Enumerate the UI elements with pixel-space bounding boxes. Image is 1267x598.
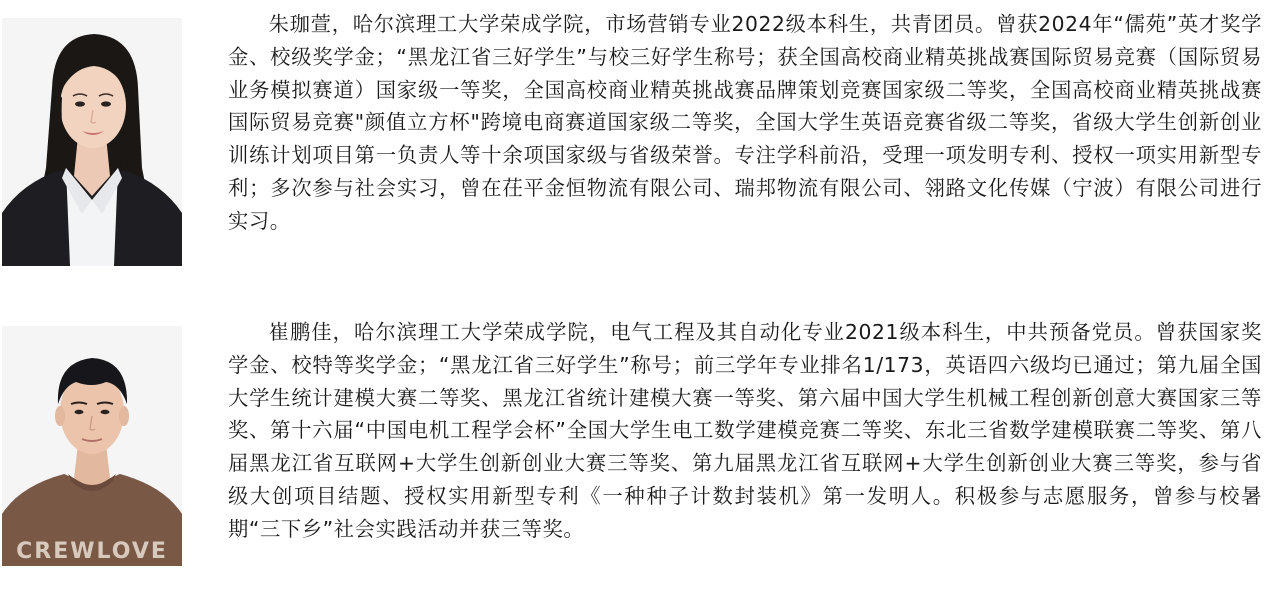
profile-card bbox=[0, 0, 1267, 290]
profile-card bbox=[0, 306, 1267, 598]
portrait-photo-female bbox=[2, 18, 182, 266]
bio-text: 崔鹏佳，哈尔滨理工大学荣成学院，电气工程及其自动化专业2021级本科生，中共预备党员。曾获国家奖学金、校特等奖学金；“黑龙江省三好学生”称号；前三学年专业排名1/173，英语四六级均已通过；第九届全国大学生统计建模大赛二等奖、黑龙江省统计建模大赛一等奖、第六届中国大学生机械工程创新创意大赛国家三等奖、第十六届“中国电机工程学会杯”全国大学生电工数学建模竞赛二等奖、东北三省数学建模联赛二等奖、第八届黑龙江省互联网+大学生创新创业大赛三等奖、第九届黑龙江省互联网+大学生创新创业大赛三等奖，参与省级大创项目结题、授权实用新型专利《一种种子计数封装机》第一发明人。积极参与志愿服务，曾参与校暑期“三下乡”社会实践活动并获三等奖。 bbox=[228, 320, 1262, 541]
bio-text: 朱珈萱，哈尔滨理工大学荣成学院，市场营销专业2022级本科生，共青团员。曾获2024年“儒苑”英才奖学金、校级奖学金；“黑龙江省三好学生”与校三好学生称号；获全国高校商业精英挑战赛国际贸易竞赛（国际贸易业务模拟赛道）国家级一等奖，全国高校商业精英挑战赛品牌策划竞赛国家级二等奖，全国高校商业精英挑战赛国际贸易竞赛"颜值立方杯"跨境电商赛道国家级二等奖，全国大学生英语竞赛省级二等奖，省级大学生创新创业训练计划项目第一负责人等十余项国家级与省级荣誉。专注学科前沿，受理一项发明专利、授权一项实用新型专利；多次参与社会实习，曾在茌平金恒物流有限公司、瑞邦物流有限公司、翎路文化传媒（宁波）有限公司进行实习。 bbox=[228, 12, 1262, 233]
portrait-photo-male-icon bbox=[2, 326, 182, 566]
portrait-photo-female-icon bbox=[2, 18, 182, 266]
portrait-photo-male bbox=[2, 326, 182, 566]
svg-text:CREWLOVE: CREWLOVE bbox=[16, 539, 168, 564]
